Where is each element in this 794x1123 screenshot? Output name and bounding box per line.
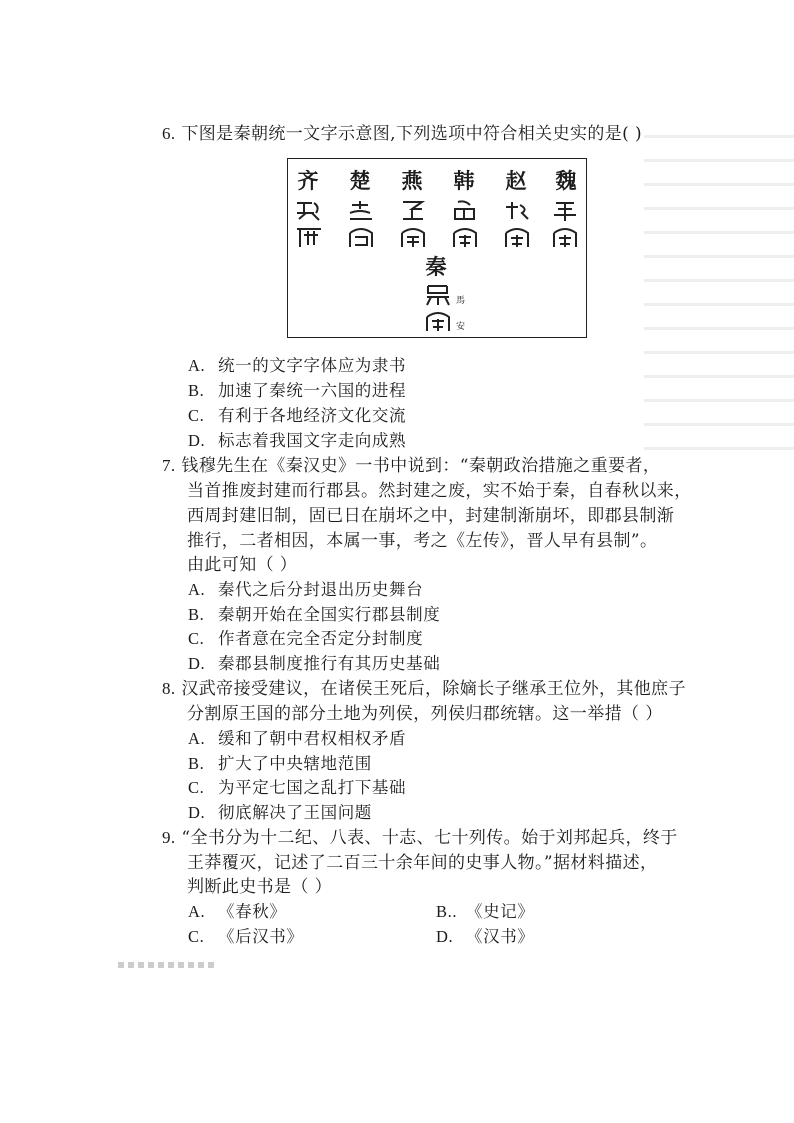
seal-glyph-qi-1 xyxy=(294,199,324,223)
question-7-option-b[interactable] xyxy=(188,603,440,627)
seal-glyph-qin-2 xyxy=(423,309,453,333)
state-name-chu: 楚 xyxy=(349,169,371,193)
option-letter: B.. xyxy=(436,902,458,921)
seal-glyph-han-2 xyxy=(450,225,480,249)
scan-smudge xyxy=(118,962,218,968)
option-letter: A. xyxy=(188,356,206,375)
question-8-option-b[interactable] xyxy=(188,752,372,776)
question-7-line-5: 由此可知（ ） xyxy=(187,555,298,575)
question-9-text: “全书分为十二纪、八表、十志、七十列传。始于刘邦起兵，终于 xyxy=(181,828,678,848)
option-letter: A. xyxy=(188,902,206,921)
question-8-option-c[interactable] xyxy=(188,776,406,800)
bleed-through-shadow xyxy=(644,120,794,450)
state-name-zhao: 赵 xyxy=(505,169,527,193)
option-letter: D. xyxy=(188,654,206,673)
option-letter: B. xyxy=(188,605,205,624)
option-letter: D. xyxy=(436,927,454,946)
option-text: 标志着我国文字走向成熟 xyxy=(218,431,407,450)
option-letter: C. xyxy=(188,927,205,946)
option-letter: C. xyxy=(188,629,205,648)
state-name-han: 韩 xyxy=(453,169,475,193)
option-text: 《史记》 xyxy=(466,902,535,921)
seal-glyph-yan-1 xyxy=(398,199,428,223)
question-9-option-c[interactable] xyxy=(188,925,304,949)
state-name-qin: 秦 xyxy=(425,255,447,279)
option-text: 秦朝开始在全国实行郡县制度 xyxy=(218,605,441,624)
option-text: 有利于各地经济文化交流 xyxy=(218,406,407,425)
question-8-line-1 xyxy=(162,677,686,701)
question-8-option-a[interactable] xyxy=(188,727,406,751)
seal-glyph-chu-1 xyxy=(346,199,376,223)
question-7-line-4: 推行，二者相因，本属一事，考之《左传》，晋人早有县制”。 xyxy=(187,531,658,551)
question-9-option-a[interactable] xyxy=(188,900,286,924)
option-letter: A. xyxy=(188,580,206,599)
seal-glyph-zhao-2 xyxy=(502,225,532,249)
question-7-line-2: 当首推废封建而行郡县。然封建之废，实不始于秦，自春秋以来， xyxy=(187,481,692,501)
option-letter: C. xyxy=(188,406,205,425)
question-6-option-d[interactable] xyxy=(188,429,406,453)
seal-glyph-chu-2 xyxy=(346,225,376,249)
seal-glyph-yan-2 xyxy=(398,225,428,249)
question-9-line-3: 判断此史书是（ ） xyxy=(187,877,333,897)
question-9-option-d[interactable] xyxy=(436,925,534,949)
question-8-text: 汉武帝接受建议，在诸侯王死后，除嫡长子继承王位外，其他庶子 xyxy=(181,679,686,699)
question-7-option-a[interactable] xyxy=(188,578,423,602)
question-7-line-1 xyxy=(162,454,660,478)
question-8-option-d[interactable] xyxy=(188,801,372,825)
option-letter: C. xyxy=(188,778,205,797)
question-8-line-2: 分割原王国的部分土地为列侯，列侯归郡统辖。这一举措（ ） xyxy=(187,704,663,724)
state-name-wei: 魏 xyxy=(555,169,577,193)
question-9-line-2: 王莽覆灭，记述了二百三十余年间的史事人物。”据材料描述， xyxy=(187,853,658,873)
option-letter: D. xyxy=(188,431,206,450)
seal-glyph-qin-1 xyxy=(423,283,453,307)
question-6-option-b[interactable] xyxy=(188,379,406,403)
option-letter: D. xyxy=(188,803,206,822)
option-text: 《后汉书》 xyxy=(218,927,304,946)
option-text: 加速了秦统一六国的进程 xyxy=(218,381,407,400)
question-7-option-d[interactable] xyxy=(188,652,440,676)
option-text: 《汉书》 xyxy=(466,927,535,946)
qin-small-char-bottom: 安 xyxy=(456,322,466,332)
qin-script-unification-figure xyxy=(287,158,587,338)
question-6-option-c[interactable] xyxy=(188,404,406,428)
option-text: 为平定七国之乱打下基础 xyxy=(218,778,407,797)
option-letter: B. xyxy=(188,754,205,773)
state-name-qi: 齐 xyxy=(297,169,319,193)
question-6-number: 6. xyxy=(162,124,176,143)
seal-glyph-wei-1 xyxy=(550,199,580,223)
seal-glyph-qi-2 xyxy=(294,225,324,249)
question-9-option-b[interactable] xyxy=(436,900,534,924)
question-8-number: 8. xyxy=(162,679,176,698)
question-7-number: 7. xyxy=(162,456,176,475)
state-name-yan: 燕 xyxy=(401,169,423,193)
option-text: 扩大了中央辖地范围 xyxy=(218,754,372,773)
option-text: 秦郡县制度推行有其历史基础 xyxy=(218,654,441,673)
option-text: 彻底解决了王国问题 xyxy=(218,803,372,822)
qin-small-char-top: 馬 xyxy=(456,296,466,306)
question-9-number: 9. xyxy=(162,828,176,847)
question-6-text: 下图是秦朝统一文字示意图,下列选项中符合相关史实的是( ) xyxy=(181,124,643,144)
option-text: 缓和了朝中君权相权矛盾 xyxy=(218,729,407,748)
option-text: 作者意在完全否定分封制度 xyxy=(218,629,424,648)
option-text: 统一的文字字体应为隶书 xyxy=(218,356,407,375)
question-6-stem xyxy=(162,122,642,146)
question-7-option-c[interactable] xyxy=(188,627,423,651)
question-9-line-1 xyxy=(162,826,678,850)
seal-glyph-han-1 xyxy=(450,199,480,223)
option-text: 秦代之后分封退出历史舞台 xyxy=(218,580,424,599)
question-6-option-a[interactable] xyxy=(188,354,406,378)
question-7-text: 钱穆先生在《秦汉史》一书中说到：“秦朝政治措施之重要者， xyxy=(181,456,661,476)
question-7-line-3: 西周封建旧制，固已日在崩坏之中，封建制渐崩坏，即郡县制渐 xyxy=(187,506,675,526)
seal-glyph-zhao-1 xyxy=(502,199,532,223)
option-letter: A. xyxy=(188,729,206,748)
seal-glyph-wei-2 xyxy=(550,225,580,249)
option-letter: B. xyxy=(188,381,205,400)
option-text: 《春秋》 xyxy=(218,902,287,921)
